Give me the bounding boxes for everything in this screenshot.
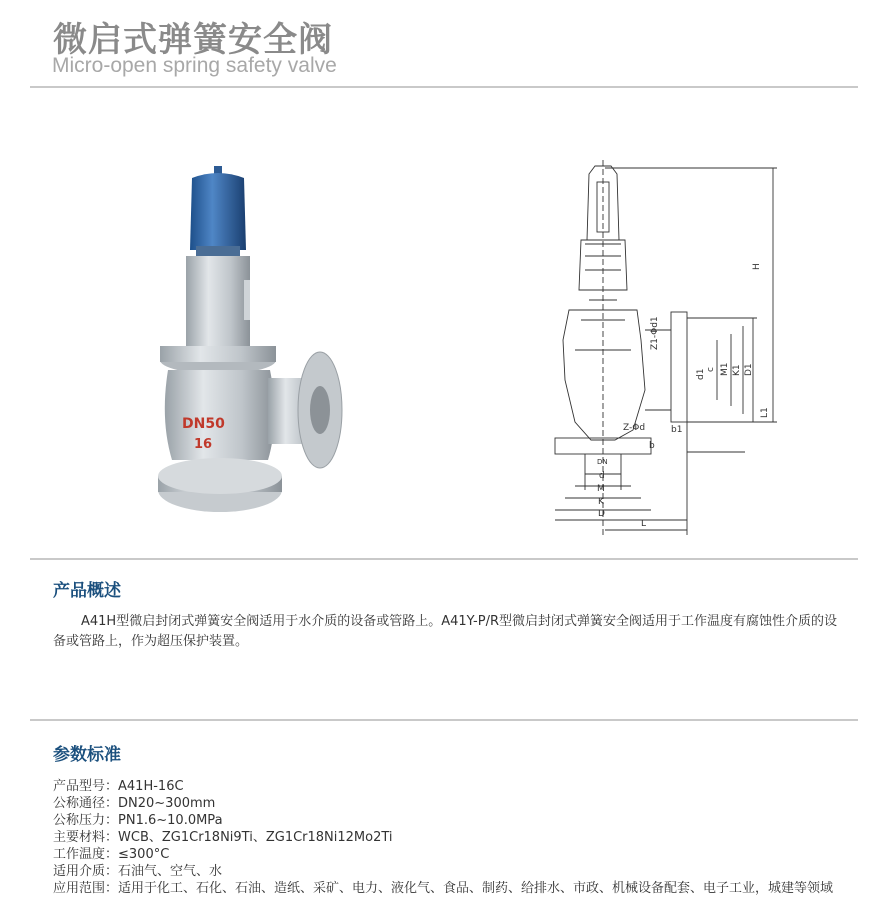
param-label: 工作温度：	[53, 847, 119, 862]
dim-D: D	[598, 509, 605, 519]
dim-M: M	[597, 484, 605, 494]
dim-b1: b1	[671, 425, 683, 435]
dim-d1: d1	[696, 368, 706, 380]
param-value: ≤300°C	[118, 847, 170, 862]
header-divider	[30, 86, 858, 88]
dim-L: L	[641, 519, 647, 529]
dim-K: K	[598, 497, 604, 507]
param-label: 适用介质：	[53, 864, 119, 879]
dim-H: H	[752, 263, 762, 270]
param-label: 公称通径：	[53, 796, 119, 811]
overview-heading: 产品概述	[53, 581, 121, 601]
dim-z1: Z1-Φd1	[650, 316, 660, 350]
param-row	[53, 863, 833, 880]
param-value: WCB、ZG1Cr18Ni9Ti、ZG1Cr18Ni12Mo2Ti	[118, 830, 393, 845]
dim-D1: D1	[744, 363, 754, 376]
figure-divider	[30, 558, 858, 560]
param-value: A41H-16C	[118, 779, 184, 794]
overview-text: A41H型微启封闭式弹簧安全阀适用于水介质的设备或管路上。A41Y-P/R型微启封闭式弹簧安全阀适用于工作温度有腐蚀性介质的设备或管路上，作为超压保护装置。	[53, 614, 837, 649]
dim-z: Z-Φd	[623, 423, 646, 433]
param-label: 产品型号：	[53, 779, 119, 794]
page-title: 微启式弹簧安全阀	[53, 20, 333, 60]
param-row	[53, 795, 833, 812]
param-value: PN1.6~10.0MPa	[118, 813, 223, 828]
param-label: 公称压力：	[53, 813, 119, 828]
page-subtitle: Micro-open spring safety valve	[52, 54, 337, 77]
param-row	[53, 880, 833, 897]
dim-d: d	[599, 471, 605, 481]
dim-K1: K1	[732, 364, 742, 376]
param-row	[53, 829, 833, 846]
valve-photo	[150, 160, 350, 530]
dim-DN: DN	[597, 458, 608, 466]
dim-L1: L1	[760, 407, 770, 418]
param-row	[53, 812, 833, 829]
dim-M1: M1	[720, 362, 730, 376]
photo-marking-pn: 16	[194, 437, 213, 452]
photo-marking-dn: DN50	[182, 416, 225, 432]
param-label: 应用范围：	[53, 881, 119, 896]
technical-drawing	[545, 160, 790, 535]
params-list	[53, 778, 833, 897]
param-value: 石油气、空气、水	[118, 864, 223, 879]
dim-b: b	[649, 441, 655, 451]
dim-c: c	[706, 367, 716, 372]
param-value: DN20~300mm	[118, 796, 216, 811]
param-row	[53, 846, 833, 863]
overview-divider	[30, 719, 858, 721]
param-value: 适用于化工、石化、石油、造纸、采矿、电力、液化气、食品、制药、给排水、市政、机械设备配套、电子工业，城建等领域	[118, 881, 834, 896]
param-row	[53, 778, 833, 795]
param-label: 主要材料：	[53, 830, 119, 845]
params-heading: 参数标准	[53, 745, 121, 765]
